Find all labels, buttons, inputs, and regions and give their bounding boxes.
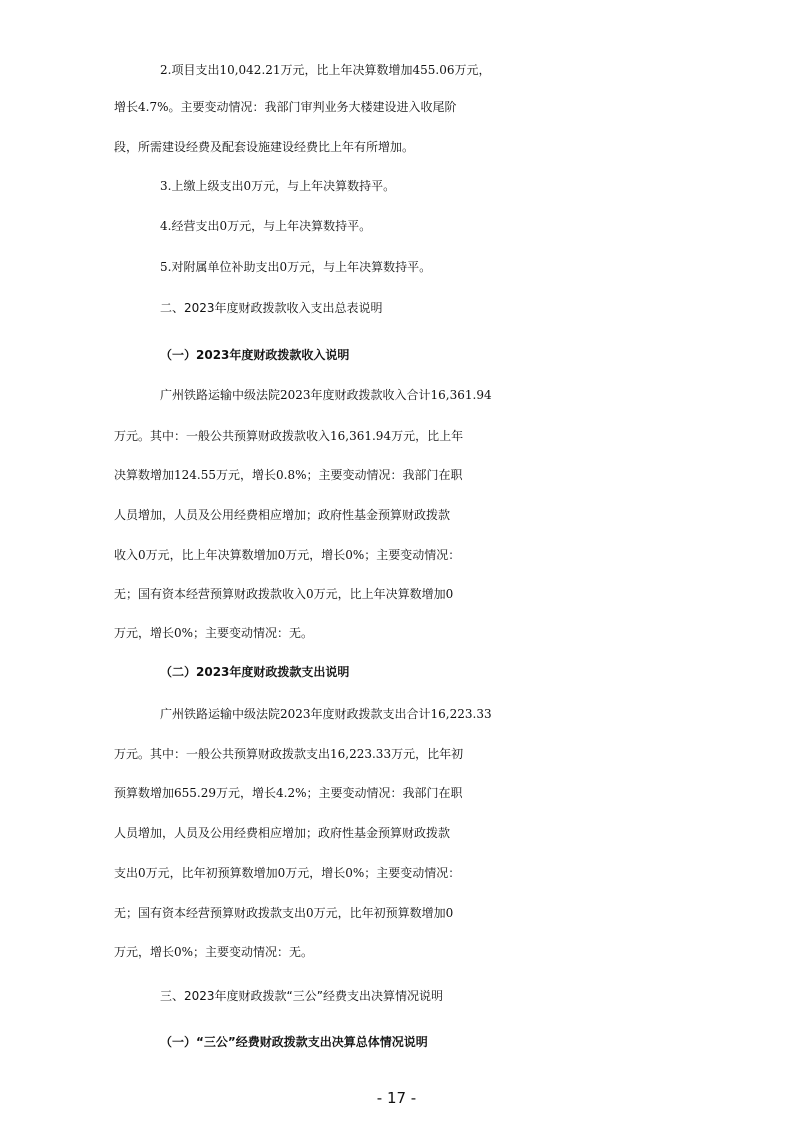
paragraph-line: 3.上缴上级支出0万元，与上年决算数持平。 bbox=[160, 179, 396, 193]
paragraph-line: 广州铁路运输中级法院2023年度财政拨款收入合计16,361.94 bbox=[160, 388, 492, 402]
paragraph-line: 万元，增长0%；主要变动情况：无。 bbox=[114, 945, 314, 959]
paragraph-line: 万元，增长0%；主要变动情况：无。 bbox=[114, 626, 314, 640]
paragraph-line: 人员增加，人员及公用经费相应增加；政府性基金预算财政拨款 bbox=[114, 826, 451, 840]
paragraph-line: 预算数增加655.29万元，增长4.2%；主要变动情况：我部门在职 bbox=[114, 786, 463, 800]
paragraph-line: 万元。其中：一般公共预算财政拨款支出16,223.33万元，比年初 bbox=[114, 747, 464, 761]
paragraph-line: 2.项目支出10,042.21万元，比上年决算数增加455.06万元， bbox=[160, 63, 491, 77]
paragraph-line: 人员增加，人员及公用经费相应增加；政府性基金预算财政拨款 bbox=[114, 508, 451, 522]
paragraph-line: 4.经营支出0万元，与上年决算数持平。 bbox=[160, 219, 372, 233]
section-heading: 二、2023年度财政拨款收入支出总表说明 bbox=[160, 301, 383, 315]
section-heading: 三、2023年度财政拨款“三公”经费支出决算情况说明 bbox=[160, 989, 443, 1003]
page-number: - 17 - bbox=[376, 1089, 417, 1107]
paragraph-line: 支出0万元，比年初预算数增加0万元，增长0%；主要变动情况： bbox=[114, 866, 461, 880]
paragraph-line: 决算数增加124.55万元，增长0.8%；主要变动情况：我部门在职 bbox=[114, 468, 463, 482]
subsection-heading: （一）“三公”经费财政拨款支出决算总体情况说明 bbox=[160, 1035, 428, 1049]
subsection-heading: （二）2023年度财政拨款支出说明 bbox=[160, 665, 350, 679]
paragraph-line: 收入0万元，比上年决算数增加0万元，增长0%；主要变动情况： bbox=[114, 548, 461, 562]
paragraph-line: 广州铁路运输中级法院2023年度财政拨款支出合计16,223.33 bbox=[160, 707, 492, 721]
paragraph-line: 5.对附属单位补助支出0万元，与上年决算数持平。 bbox=[160, 260, 432, 274]
paragraph-line: 段，所需建设经费及配套设施建设经费比上年有所增加。 bbox=[114, 140, 415, 154]
subsection-heading: （一）2023年度财政拨款收入说明 bbox=[160, 348, 350, 362]
paragraph-line: 增长4.7%。主要变动情况：我部门审判业务大楼建设进入收尾阶 bbox=[114, 100, 457, 114]
paragraph-line: 无；国有资本经营预算财政拨款支出0万元，比年初预算数增加0 bbox=[114, 906, 454, 920]
paragraph-line: 万元。其中：一般公共预算财政拨款收入16,361.94万元，比上年 bbox=[114, 429, 464, 443]
paragraph-line: 无；国有资本经营预算财政拨款收入0万元，比上年决算数增加0 bbox=[114, 587, 454, 601]
